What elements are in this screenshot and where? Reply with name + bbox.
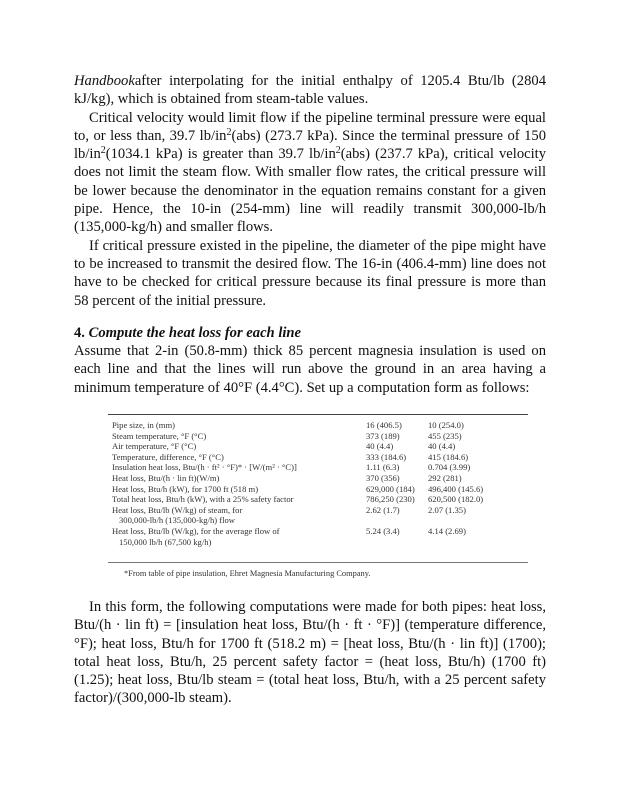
table-cell — [373, 515, 435, 526]
table-cell: 292 (281) — [428, 472, 462, 483]
p2-d: (abs) (237.7 kPa), critical velocity does not limit the steam flow. With smaller flow rates, the critical pressure will be lower because the denominator in the equation remains constant for a given pipe. Hence, the 10-in (254-mm) line will readily transmit 300,000-lb/h (135,000-kg/h) and smaller flows. — [74, 146, 546, 236]
sup-2b: 2 — [100, 145, 106, 157]
table-cell: Pipe size, in (mm) — [112, 420, 176, 430]
table-cell: Total heat loss, Btu/h (kW), with a 25% safety factor — [112, 494, 294, 505]
table-cell: Insulation heat loss, Btu/(h · ft² · °F)* · [W/(m² · °C)] — [112, 462, 297, 473]
table-row — [112, 462, 528, 473]
p2-c: (1034.1 kPa) is greater than 39.7 lb/in — [105, 146, 336, 163]
paragraph-1-text: after interpolating for the initial enthalpy of 1205.4 Btu/lb (2804 kJ/kg), which is obtained from steam-table values. — [74, 73, 546, 108]
step-title: Compute the heat loss for each line — [88, 324, 302, 341]
table-cell — [435, 537, 525, 548]
p2-a: Critical velocity would limit flow if the pipeline terminal pressure were equal to, or less than, 39.7 lb/in — [74, 109, 546, 144]
table-bottom-rule — [108, 562, 528, 563]
paragraph-5: In this form, the following computations were made for both pipes: heat loss, Btu/(h · lin ft) = [insulation heat loss, Btu/(h · ft · °F)] (temperature difference, °F); heat loss, Btu/h for 1700 ft (518.2 m) = [heat loss, Btu/(h · lin ft)] (1700); total heat loss, Btu/h, 25 percent safety factor = (heat loss, Btu/h) (1700 ft)(1.25); heat loss, Btu/lb steam = (total heat loss, Btu/h, with a 25 percent safety factor)/(300,000-lb steam). — [74, 599, 546, 707]
table-row — [112, 420, 528, 431]
paragraph-4: Assume that 2-in (50.8-mm) thick 85 percent magnesia insulation is used on each line and that the lines will run above the ground in an area having a minimum temperature of 40°F (4.4°C). Set up a computation form as follows: — [74, 343, 546, 396]
table-cell: Steam temperature, °F (°C) — [112, 430, 207, 441]
table-row — [112, 537, 528, 548]
document-body-continued — [74, 598, 546, 708]
document-body — [74, 72, 546, 397]
table-top-rule — [108, 414, 528, 415]
table-cell: 2.62 (1.7) — [366, 504, 400, 515]
table-row — [112, 484, 528, 495]
table-row — [112, 526, 528, 537]
table-cell: Temperature, difference, °F (°C) — [112, 451, 224, 462]
table-cell: 0.704 (3.99) — [428, 462, 471, 473]
p2-b: (abs) (273.7 kPa). Since the terminal pressure of 150 lb/in — [74, 127, 546, 163]
table-row — [112, 494, 528, 505]
table-rows — [112, 420, 528, 547]
table-cell: 1.11 (6.3) — [366, 462, 400, 473]
table-cell: Heat loss, Btu/(h · lin ft)(W/m) — [112, 472, 220, 483]
paragraph-2 — [74, 109, 546, 237]
table-cell: 786,250 (230) — [366, 494, 415, 505]
table-cell: 40 (4.4) — [428, 441, 456, 452]
table-cell: 455 (235) — [428, 430, 462, 441]
sup-2a: 2 — [226, 126, 232, 138]
step-heading — [74, 324, 546, 342]
table-cell: Heat loss, Btu/lb (W/kg) of steam, for — [112, 504, 243, 515]
table-cell: 40 (4.4) — [366, 441, 394, 452]
table-cell — [373, 537, 435, 548]
table-row — [112, 441, 528, 452]
paragraph-1 — [74, 72, 546, 109]
table-cell: 373 (189) — [366, 430, 400, 441]
table-cell: 629,000 (184) — [366, 483, 415, 494]
table-row — [112, 452, 528, 463]
table-row — [112, 505, 528, 516]
table-row — [112, 515, 528, 526]
table-cell: 16 (406.5) — [366, 420, 402, 430]
table-cell: 4.14 (2.69) — [428, 525, 466, 536]
step-number: 4. — [74, 324, 89, 341]
table-row — [112, 431, 528, 442]
table-cell: Heat loss, Btu/h (kW), for 1700 ft (518 m) — [112, 483, 259, 494]
table-cell: 150,000 lb/h (67,500 kg/h) — [119, 536, 212, 547]
table-cell: 370 (356) — [366, 472, 400, 483]
table-cell: 333 (184.6) — [366, 451, 407, 462]
table-cell: 5.24 (3.4) — [366, 525, 400, 536]
handbook-italic: Handbook — [74, 73, 135, 89]
table-cell: 620,500 (182.0) — [428, 494, 484, 505]
table-cell: 2.07 (1.35) — [428, 504, 466, 515]
table-footnote: *From table of pipe insulation, Ehret Magnesia Manufacturing Company. — [124, 569, 371, 578]
paragraph-3: If critical pressure existed in the pipeline, the diameter of the pipe might have to be increased to transmit the desired flow. The 16-in (406.4-mm) line does not have to be checked for critical pressure because its final pressure is more than 58 percent of the initial pressure. — [74, 237, 546, 309]
computation-table — [108, 414, 528, 582]
table-cell: 496,400 (145.6) — [428, 483, 484, 494]
table-cell — [435, 515, 525, 526]
table-cell: 10 (254.0) — [428, 420, 464, 430]
table-cell: 415 (184.6) — [428, 451, 469, 462]
table-row — [112, 473, 528, 484]
table-cell: Air temperature, °F (°C) — [112, 441, 197, 452]
table-cell: Heat loss, Btu/lb (W/kg), for the average flow of — [112, 525, 280, 536]
sup-2c: 2 — [335, 145, 341, 157]
table-cell: 300,000-lb/h (135,000-kg/h) flow — [119, 515, 236, 526]
